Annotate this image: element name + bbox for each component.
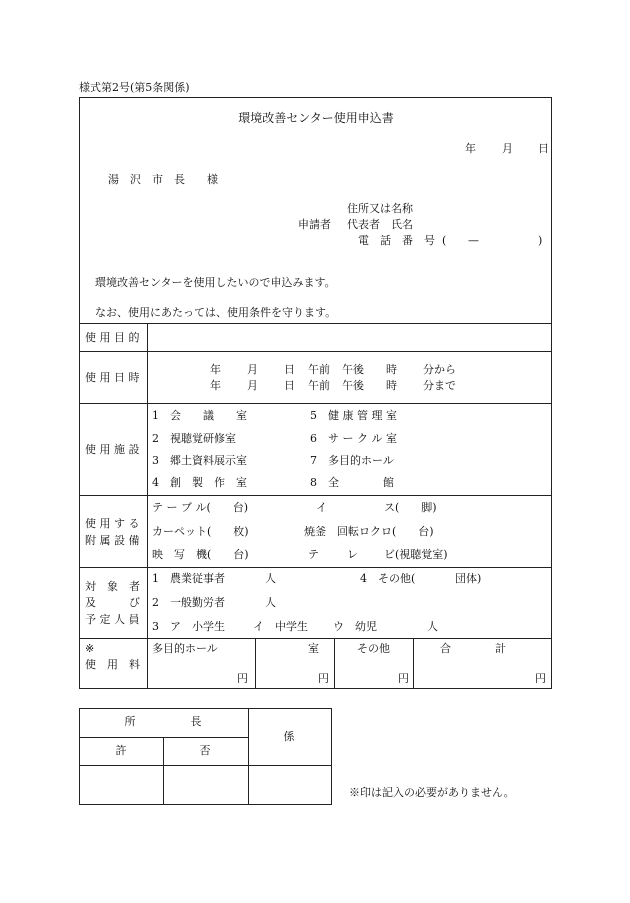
equipment-kiln[interactable]: 焼釜 回転ロクロ( 台) bbox=[304, 525, 434, 538]
equipment-label-line1: 使 用 す る bbox=[85, 517, 140, 530]
to-minute: 分まで bbox=[423, 379, 456, 392]
fee-other-yen: 円 bbox=[398, 672, 409, 685]
attendee-elementary: 3 ア 小学生 bbox=[152, 620, 225, 633]
from-am[interactable]: 午前 bbox=[308, 363, 330, 376]
equipment-tv[interactable]: ビ(視聴覚室) bbox=[384, 548, 448, 561]
from-year: 年 bbox=[210, 363, 221, 376]
fee-room-label: 室 bbox=[308, 642, 319, 655]
from-minute: 分から bbox=[423, 363, 456, 376]
to-day: 日 bbox=[284, 379, 295, 392]
phone-dash: — bbox=[468, 234, 479, 247]
facility-option[interactable]: 8 全 館 bbox=[310, 476, 394, 489]
facility-option[interactable]: 4 創 製 作 室 bbox=[152, 476, 247, 489]
datetime-label: 使 用 日 時 bbox=[85, 371, 140, 384]
statement-apply: 環境改善センターを使用したいので申込みます。 bbox=[95, 276, 336, 289]
to-year: 年 bbox=[210, 379, 221, 392]
attendee-children-unit: 人 bbox=[427, 620, 438, 633]
purpose-label: 使 用 目 的 bbox=[85, 331, 140, 344]
to-pm[interactable]: 午後 bbox=[342, 379, 364, 392]
representative-label: 代表者 氏名 bbox=[347, 218, 413, 231]
date-year-label: 年 bbox=[465, 142, 476, 155]
attendees-label-line2: 及 び bbox=[85, 596, 140, 609]
attendee-farmers-unit: 人 bbox=[265, 572, 276, 585]
attendee-farmers: 1 農業従事者 bbox=[152, 572, 225, 585]
clerk-label: 係 bbox=[283, 730, 295, 743]
attendee-workers-unit: 人 bbox=[265, 596, 276, 609]
fee-hall-yen: 円 bbox=[237, 672, 248, 685]
facilities-label: 使 用 施 設 bbox=[85, 443, 140, 456]
date-month-label: 月 bbox=[502, 142, 513, 155]
to-am[interactable]: 午前 bbox=[308, 379, 330, 392]
form-title: 環境改善センター使用申込書 bbox=[238, 111, 394, 125]
equipment-chair-a: イ bbox=[316, 501, 327, 514]
footnote: ※印は記入の必要がありません。 bbox=[349, 786, 515, 799]
facility-option[interactable]: 1 会 議 室 bbox=[152, 409, 247, 422]
fee-mark: ※ bbox=[85, 642, 95, 655]
equipment-table[interactable]: テ ー ブ ル( 台) bbox=[152, 501, 249, 514]
facility-option[interactable]: 6 サ ー ク ル 室 bbox=[310, 432, 397, 445]
from-day: 日 bbox=[284, 363, 295, 376]
equipment-tv-b: レ bbox=[347, 548, 358, 561]
phone-close-paren: ) bbox=[538, 234, 543, 247]
facility-option[interactable]: 7 多目的ホール bbox=[310, 454, 394, 467]
permit-label: 許 bbox=[115, 744, 127, 757]
attendee-other: 4 その他( bbox=[360, 572, 416, 585]
from-pm[interactable]: 午後 bbox=[342, 363, 364, 376]
to-hour: 時 bbox=[386, 379, 397, 392]
equipment-carpet[interactable]: カーペット( 枚) bbox=[152, 525, 249, 538]
attendee-infant: ウ 幼児 bbox=[333, 620, 377, 633]
form-number: 様式第2号(第5条関係) bbox=[79, 81, 190, 94]
date-day-label: 日 bbox=[538, 142, 549, 155]
equipment-label-line2: 附 属 設 備 bbox=[85, 534, 140, 547]
attendee-workers: 2 一般勤労者 bbox=[152, 596, 225, 609]
from-month: 月 bbox=[247, 363, 258, 376]
statement-conditions: なお、使用にあたっては、使用条件を守ります。 bbox=[95, 306, 337, 319]
fee-other-label: その他 bbox=[357, 642, 390, 655]
equipment-projector[interactable]: 映 写 機( 台) bbox=[152, 548, 249, 561]
purpose-field[interactable] bbox=[150, 325, 548, 349]
director-label: 所 長 bbox=[124, 715, 202, 728]
attendee-junior-high: イ 中学生 bbox=[253, 620, 308, 633]
attendees-label-line3: 予 定 人 員 bbox=[85, 613, 140, 626]
equipment-tv-a: テ bbox=[308, 548, 319, 561]
to-month: 月 bbox=[247, 379, 258, 392]
addressee: 湯 沢 市 長 様 bbox=[108, 173, 218, 186]
fee-total-yen: 円 bbox=[535, 672, 546, 685]
fee-label: 使 用 料 bbox=[85, 658, 140, 671]
facility-option[interactable]: 5 健 康 管 理 室 bbox=[310, 409, 397, 422]
phone-open-paren: ( bbox=[442, 234, 447, 247]
fee-hall-label: 多目的ホール bbox=[152, 642, 218, 655]
attendees-label-line1: 対 象 者 bbox=[85, 580, 140, 593]
deny-label: 否 bbox=[199, 744, 211, 757]
facility-option[interactable]: 3 郷土資料展示室 bbox=[152, 454, 247, 467]
fee-total-label: 合 計 bbox=[440, 642, 506, 655]
applicant-label: 申請者 bbox=[298, 218, 331, 231]
from-hour: 時 bbox=[386, 363, 397, 376]
equipment-chair[interactable]: ス( 脚) bbox=[384, 501, 437, 514]
facility-option[interactable]: 2 視聴覚研修室 bbox=[152, 432, 236, 445]
address-label: 住所又は名称 bbox=[347, 202, 413, 215]
fee-room-yen: 円 bbox=[318, 672, 329, 685]
phone-label: 電 話 番 号 bbox=[358, 234, 435, 247]
attendee-other-unit: 団体) bbox=[455, 572, 482, 585]
